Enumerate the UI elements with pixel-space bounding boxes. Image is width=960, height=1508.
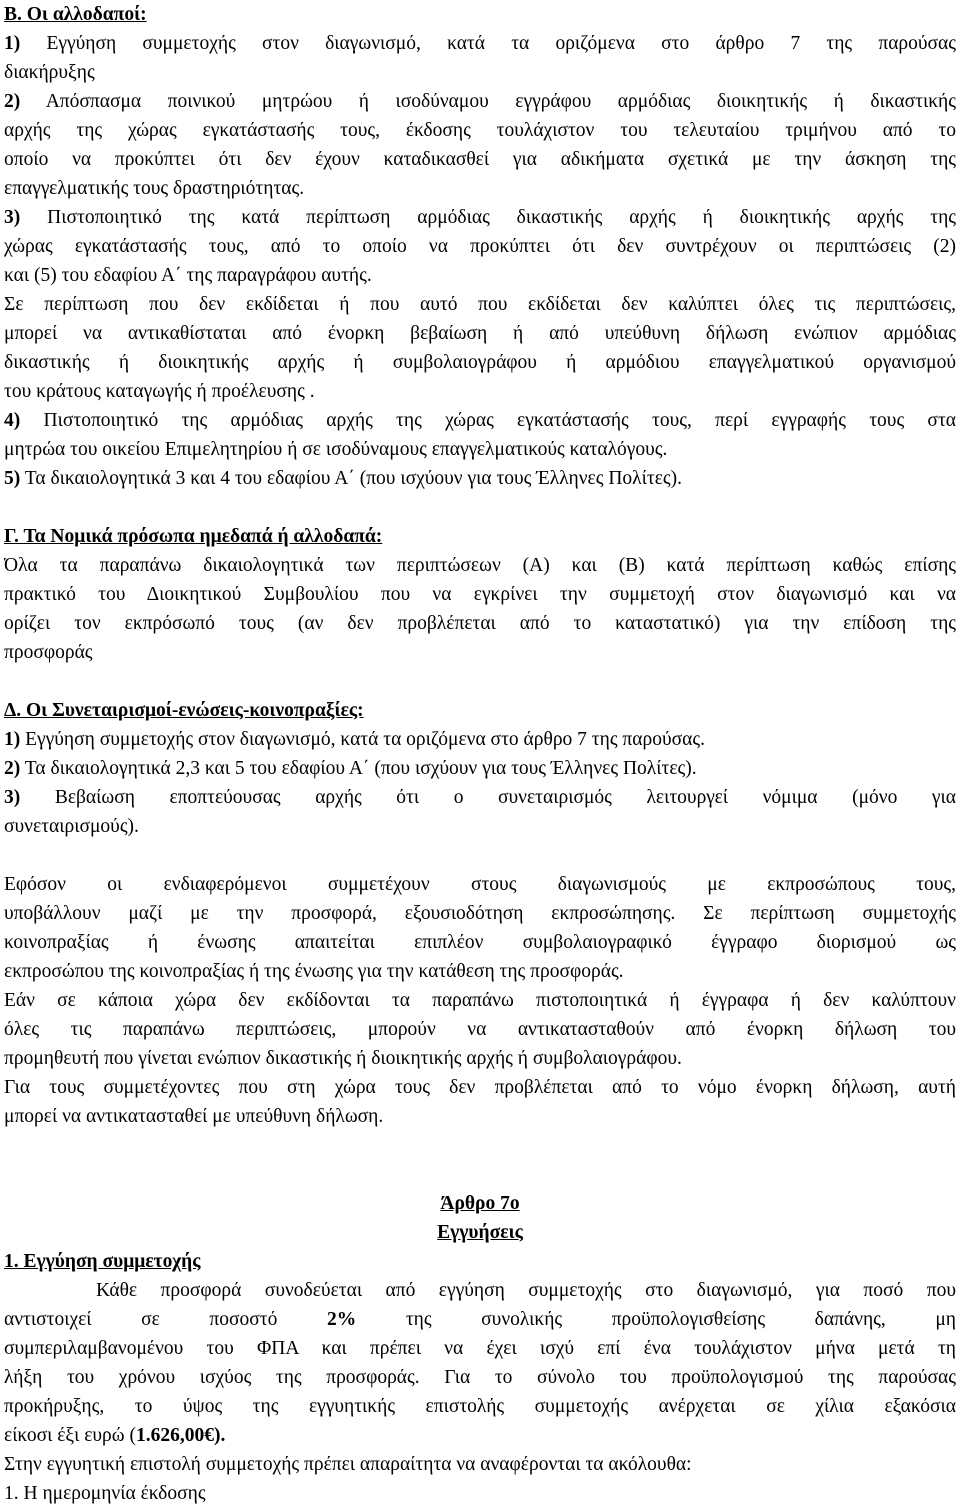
section-g-text: προσφοράς xyxy=(4,642,93,663)
section-b-item-2-cont: αρχής της χώρας εγκατάστασής τους, έκδοσης τουλάχιστον του τελευταίου τριμήνου από το xyxy=(4,120,956,141)
section-g-text: ορίζει τον εκπρόσωπό τους (αν δεν προβλέπεται από το καταστατικό) για την επίδοση της xyxy=(4,613,956,634)
section-b-paragraph: μπορεί να αντικαθίσταται από ένορκη βεβαίωση ή από υπεύθυνη δήλωση ενώπιον αρμόδιας xyxy=(4,323,956,344)
article-paragraph: είκοσι έξι ευρώ (1.626,00€). xyxy=(4,1425,226,1446)
article-title: Άρθρο 7ο xyxy=(440,1193,520,1214)
article-paragraph: Κάθε προσφορά συνοδεύεται από εγγύηση συμμετοχής στο διαγωνισμό, για ποσό που xyxy=(96,1280,956,1301)
section-b-item-4: 4) Πιστοποιητικό της αρμόδιας αρχής της χώρας εγκατάστασής τους, περί εγγραφής τους στα xyxy=(4,410,956,431)
representation-text: Εάν σε κάποια χώρα δεν εκδίδονται τα παραπάνω πιστοποιητικά ή έγγραφα ή δεν καλύπτουν xyxy=(4,990,956,1011)
article-paragraph: αντιστοιχεί σε ποσοστό 2% της συνολικής προϋπολογισθείσης δαπάνης, μη xyxy=(4,1309,956,1330)
section-b-item-3: 3) Πιστοποιητικό της κατά περίπτωση αρμόδιας δικαστικής αρχής ή διοικητικής αρχής της xyxy=(4,207,956,228)
spacer xyxy=(4,841,956,870)
article-subtitle: Εγγυήσεις xyxy=(437,1222,523,1243)
representation-text: κοινοπραξίας ή ένωσης απαιτείται επιπλέον συμβολαιογραφικό έγγραφο διορισμού ως xyxy=(4,932,956,953)
article-paragraph: λήξη του χρόνου ισχύος της προσφοράς. Για το σύνολο του προϋπολογισμού της παρούσας xyxy=(4,1367,956,1388)
section-b-item-3-cont: χώρας εγκατάστασής τους, από το οποίο να προκύπτει ότι δεν συντρέχουν οι περιπτώσεις (2) xyxy=(4,236,956,257)
article-paragraph: Στην εγγυητική επιστολή συμμετοχής πρέπει απαραίτητα να αναφέρονται τα ακόλουθα: xyxy=(4,1454,692,1475)
section-b-item-1-cont: διακήρυξης xyxy=(4,62,95,83)
spacer xyxy=(4,667,956,696)
section-b-item-2-cont: οποίο να προκύπτει ότι δεν έχουν καταδικασθεί για αδικήματα σχετικά με την άσκηση της xyxy=(4,149,956,170)
percentage-value: 2% xyxy=(326,1309,357,1330)
section-g-heading: Γ. Τα Νομικά πρόσωπα ημεδαπά ή αλλοδαπά: xyxy=(4,526,383,547)
section-b-paragraph: Σε περίπτωση που δεν εκδίδεται ή που αυτό που εκδίδεται δεν καλύπτει όλες τις περιπτώσεις, xyxy=(4,294,956,315)
representation-text: μπορεί να αντικατασταθεί με υπεύθυνη δήλωση. xyxy=(4,1106,384,1127)
article-paragraph: προκήρυξης, το ύψος της εγγυητικής επιστολής συμμετοχής ανέρχεται σε χίλια εξακόσια xyxy=(4,1396,956,1417)
section-g-text: πρακτικό του Διοικητικού Συμβουλίου που να εγκρίνει την συμμετοχή στον διαγωνισμό και να xyxy=(4,584,956,605)
section-d-heading: Δ. Οι Συνεταιρισμοί-ενώσεις-κοινοπραξίες: xyxy=(4,700,364,721)
spacer xyxy=(4,1131,956,1189)
section-d-item-1: 1) Εγγύηση συμμετοχής στον διαγωνισμό, κατά τα οριζόμενα στο άρθρο 7 της παρούσας. xyxy=(4,729,705,750)
representation-text: εκπροσώπου της κοινοπραξίας ή της ένωσης για την κατάθεση της προσφοράς. xyxy=(4,961,624,982)
spacer xyxy=(4,493,956,522)
section-b-item-2: 2) Απόσπασμα ποινικού μητρώου ή ισοδύναμου εγγράφου αρμόδιας διοικητικής ή δικαστικής xyxy=(4,91,956,112)
section-b-item-4-cont: μητρώα του οικείου Επιμελητηρίου ή σε ισοδύναμους επαγγελματικούς καταλόγους. xyxy=(4,439,668,460)
representation-text: Για τους συμμετέχοντες που στη χώρα τους δεν προβλέπεται από το νόμο ένορκη δήλωση, αυτή xyxy=(4,1077,956,1098)
section-g-text: Όλα τα παραπάνω δικαιολογητικά των περιπτώσεων (Α) και (Β) κατά περίπτωση καθώς επίσης xyxy=(4,555,956,576)
section-b-item-3-cont: και (5) του εδαφίου Α΄ της παραγράφου αυτής. xyxy=(4,265,372,286)
representation-text: προμηθευτή που γίνεται ενώπιον δικαστικής ή διοικητικής αρχής ή συμβολαιογράφου. xyxy=(4,1048,682,1069)
article-sub1-heading: 1. Εγγύηση συμμετοχής xyxy=(4,1251,201,1272)
representation-text: Εφόσον οι ενδιαφερόμενοι συμμετέχουν στους διαγωνισμούς με εκπροσώπους τους, xyxy=(4,874,956,895)
representation-text: όλες τις παραπάνω περιπτώσεις, μπορούν να αντικατασταθούν από ένορκη δήλωση του xyxy=(4,1019,956,1040)
section-d-item-2: 2) Τα δικαιολογητικά 2,3 και 5 του εδαφίου Α΄ (που ισχύουν για τους Έλληνες Πολίτες). xyxy=(4,758,697,779)
section-b-paragraph: του κράτους καταγωγής ή προέλευσης . xyxy=(4,381,315,402)
amount-value: 1.626,00€ xyxy=(136,1425,214,1446)
section-d-item-3-cont: συνεταιρισμούς). xyxy=(4,816,139,837)
section-b-item-5: 5) Τα δικαιολογητικά 3 και 4 του εδαφίου Α΄ (που ισχύουν για τους Έλληνες Πολίτες). xyxy=(4,468,682,489)
article-list-item: 1. Η ημερομηνία έκδοσης xyxy=(4,1483,206,1504)
section-b-heading: Β. Οι αλλοδαποί: xyxy=(4,4,147,25)
section-b-item-2-cont: επαγγελματικής τους δραστηριότητας. xyxy=(4,178,305,199)
representation-text: υποβάλλουν μαζί με την προσφορά, εξουσιοδότηση εκπροσώπησης. Σε περίπτωση συμμετοχής xyxy=(4,903,956,924)
section-b-item-1: 1) Εγγύηση συμμετοχής στον διαγωνισμό, κατά τα οριζόμενα στο άρθρο 7 της παρούσας xyxy=(4,33,956,54)
article-paragraph: συμπεριλαμβανομένου του ΦΠΑ και πρέπει να έχει ισχύ επί ένα τουλάχιστον μήνα μετά τη xyxy=(4,1338,956,1359)
section-b-paragraph: δικαστικής ή διοικητικής αρχής ή συμβολαιογράφου ή αρμόδιου επαγγελματικού οργανισμού xyxy=(4,352,956,373)
section-d-item-3: 3) Βεβαίωση εποπτεύουσας αρχής ότι ο συνεταιρισμός λειτουργεί νόμιμα (μόνο για xyxy=(4,787,956,808)
